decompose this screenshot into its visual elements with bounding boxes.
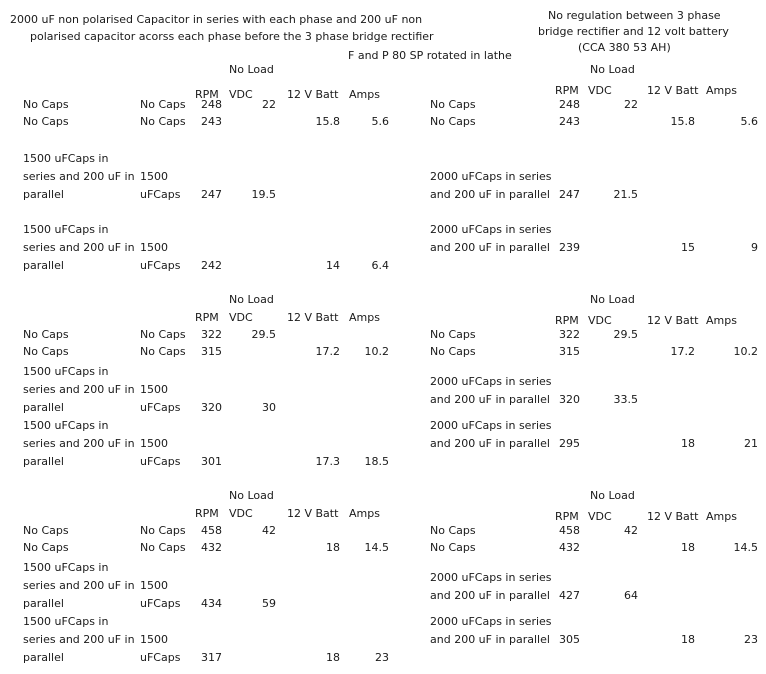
- cell-rpm: 295: [559, 437, 580, 450]
- row-label-cap-line1: 1500 uFCaps in: [23, 419, 109, 432]
- cell-rpm: 247: [559, 188, 580, 201]
- row-label-cap-line2: series and 200 uF in: [23, 437, 135, 450]
- cell-amps: 14.5: [733, 541, 758, 554]
- header-center: F and P 80 SP rotated in lathe: [348, 49, 512, 62]
- cell-batt: 15.8: [315, 115, 340, 128]
- row-label-cap-line3: parallel: [23, 455, 64, 468]
- column-rpm: RPM: [195, 507, 219, 520]
- header-left-line1: 2000 uF non polarised Capacitor in series with each phase and 200 uF non: [10, 13, 423, 26]
- row-label-cap-line2: series and 200 uF in: [23, 633, 135, 646]
- row-label-cap-right2: and 200 uF in parallel: [430, 633, 550, 646]
- cell-rpm: 315: [201, 345, 222, 358]
- row-label-cap-line1: 1500 uFCaps in: [23, 223, 109, 236]
- row-label-cap-mid2: uFCaps: [140, 651, 181, 664]
- row-label-cap-line1: 1500 uFCaps in: [23, 365, 109, 378]
- cell-batt: 18: [326, 651, 340, 664]
- column-rpm: RPM: [555, 314, 579, 327]
- column-no-load: No Load: [590, 489, 635, 502]
- row-label-no-caps: No Caps: [23, 541, 69, 554]
- row-label-no-caps: No Caps: [23, 328, 69, 341]
- cell-vdc: 59: [262, 597, 276, 610]
- row-label-cap-line2: series and 200 uF in: [23, 241, 135, 254]
- cell-rpm: 432: [201, 541, 222, 554]
- column-vdc: VDC: [588, 84, 612, 97]
- row-label-no-caps-right: No Caps: [430, 541, 476, 554]
- column-no-load: No Load: [229, 63, 274, 76]
- cell-rpm: 305: [559, 633, 580, 646]
- cell-vdc: 42: [262, 524, 276, 537]
- column-rpm: RPM: [195, 311, 219, 324]
- cell-amps: 5.6: [740, 115, 758, 128]
- cell-amps: 6.4: [371, 259, 389, 272]
- row-label-cap-right1: 2000 uFCaps in series: [430, 223, 552, 236]
- row-label-cap-right2: and 200 uF in parallel: [430, 188, 550, 201]
- row-label-cap-line1: 1500 uFCaps in: [23, 615, 109, 628]
- column-vdc: VDC: [229, 88, 253, 101]
- row-label-cap-mid2: uFCaps: [140, 259, 181, 272]
- column-no-load: No Load: [229, 293, 274, 306]
- row-label-cap-mid2: uFCaps: [140, 597, 181, 610]
- cell-rpm: 458: [559, 524, 580, 537]
- row-label-cap-right2: and 200 uF in parallel: [430, 437, 550, 450]
- column-vdc: VDC: [588, 510, 612, 523]
- row-label-cap-line3: parallel: [23, 401, 64, 414]
- row-label-cap-right1: 2000 uFCaps in series: [430, 419, 552, 432]
- column-rpm: RPM: [555, 510, 579, 523]
- cell-batt: 15: [681, 241, 695, 254]
- cell-rpm: 247: [201, 188, 222, 201]
- row-label-cap-line1: 1500 uFCaps in: [23, 561, 109, 574]
- cell-rpm: 301: [201, 455, 222, 468]
- row-label-no-caps: No Caps: [23, 524, 69, 537]
- cell-rpm: 322: [201, 328, 222, 341]
- cell-amps: 23: [375, 651, 389, 664]
- row-label-no-caps: No Caps: [23, 345, 69, 358]
- row-label-cap-mid2: uFCaps: [140, 455, 181, 468]
- cell-batt: 17.2: [315, 345, 340, 358]
- cell-rpm: 432: [559, 541, 580, 554]
- header-right-line1: No regulation between 3 phase: [548, 9, 721, 22]
- row-label-no-caps-mid: No Caps: [140, 115, 186, 128]
- cell-rpm: 315: [559, 345, 580, 358]
- row-label-no-caps-right: No Caps: [430, 524, 476, 537]
- row-label-no-caps-right: No Caps: [430, 98, 476, 111]
- row-label-no-caps-mid: No Caps: [140, 524, 186, 537]
- column-vdc: VDC: [229, 311, 253, 324]
- cell-vdc: 21.5: [613, 188, 638, 201]
- cell-vdc: 19.5: [251, 188, 276, 201]
- cell-rpm: 427: [559, 589, 580, 602]
- column-amps: Amps: [349, 507, 380, 520]
- row-label-cap-line1: 1500 uFCaps in: [23, 152, 109, 165]
- cell-amps: 5.6: [371, 115, 389, 128]
- column-amps: Amps: [349, 88, 380, 101]
- row-label-cap-line2: series and 200 uF in: [23, 383, 135, 396]
- row-label-no-caps: No Caps: [23, 115, 69, 128]
- cell-rpm: 243: [559, 115, 580, 128]
- column-rpm: RPM: [195, 88, 219, 101]
- row-label-cap-line3: parallel: [23, 188, 64, 201]
- row-label-cap-right2: and 200 uF in parallel: [430, 589, 550, 602]
- row-label-no-caps-mid: No Caps: [140, 345, 186, 358]
- header-right-line2: bridge rectifier and 12 volt battery: [538, 25, 729, 38]
- column-amps: Amps: [349, 311, 380, 324]
- row-label-cap-line3: parallel: [23, 651, 64, 664]
- cell-vdc: 29.5: [613, 328, 638, 341]
- cell-rpm: 243: [201, 115, 222, 128]
- column-amps: Amps: [706, 84, 737, 97]
- cell-rpm: 322: [559, 328, 580, 341]
- cell-vdc: 22: [262, 98, 276, 111]
- cell-rpm: 434: [201, 597, 222, 610]
- column-no-load: No Load: [590, 293, 635, 306]
- cell-rpm: 239: [559, 241, 580, 254]
- cell-vdc: 42: [624, 524, 638, 537]
- cell-amps: 23: [744, 633, 758, 646]
- cell-amps: 10.2: [733, 345, 758, 358]
- cell-batt: 15.8: [670, 115, 695, 128]
- row-label-cap-mid2: uFCaps: [140, 188, 181, 201]
- cell-amps: 21: [744, 437, 758, 450]
- cell-batt: 17.3: [315, 455, 340, 468]
- header-right-line3: (CCA 380 53 AH): [578, 41, 671, 54]
- cell-rpm: 320: [559, 393, 580, 406]
- row-label-cap-line2: series and 200 uF in: [23, 170, 135, 183]
- cell-vdc: 33.5: [613, 393, 638, 406]
- cell-rpm: 248: [201, 98, 222, 111]
- row-label-no-caps-right: No Caps: [430, 328, 476, 341]
- row-label-cap-right2: and 200 uF in parallel: [430, 241, 550, 254]
- cell-rpm: 317: [201, 651, 222, 664]
- column-batt: 12 V Batt: [647, 510, 699, 523]
- cell-batt: 18: [326, 541, 340, 554]
- cell-vdc: 64: [624, 589, 638, 602]
- column-batt: 12 V Batt: [287, 507, 339, 520]
- column-batt: 12 V Batt: [287, 88, 339, 101]
- column-batt: 12 V Batt: [647, 84, 699, 97]
- column-no-load: No Load: [229, 489, 274, 502]
- cell-vdc: 29.5: [251, 328, 276, 341]
- row-label-cap-line3: parallel: [23, 259, 64, 272]
- row-label-cap-mid1: 1500: [140, 170, 168, 183]
- row-label-cap-right1: 2000 uFCaps in series: [430, 170, 552, 183]
- cell-batt: 18: [681, 437, 695, 450]
- cell-rpm: 248: [559, 98, 580, 111]
- row-label-cap-mid1: 1500: [140, 241, 168, 254]
- row-label-cap-right1: 2000 uFCaps in series: [430, 375, 552, 388]
- cell-vdc: 30: [262, 401, 276, 414]
- row-label-cap-mid1: 1500: [140, 633, 168, 646]
- column-amps: Amps: [706, 314, 737, 327]
- row-label-cap-mid1: 1500: [140, 579, 168, 592]
- column-vdc: VDC: [229, 507, 253, 520]
- column-rpm: RPM: [555, 84, 579, 97]
- column-batt: 12 V Batt: [287, 311, 339, 324]
- row-label-no-caps-mid: No Caps: [140, 541, 186, 554]
- row-label-cap-mid1: 1500: [140, 437, 168, 450]
- column-amps: Amps: [706, 510, 737, 523]
- cell-amps: 9: [751, 241, 758, 254]
- column-no-load: No Load: [590, 63, 635, 76]
- column-vdc: VDC: [588, 314, 612, 327]
- cell-amps: 18.5: [364, 455, 389, 468]
- cell-rpm: 242: [201, 259, 222, 272]
- row-label-cap-line2: series and 200 uF in: [23, 579, 135, 592]
- cell-amps: 10.2: [364, 345, 389, 358]
- row-label-cap-line3: parallel: [23, 597, 64, 610]
- cell-rpm: 458: [201, 524, 222, 537]
- column-batt: 12 V Batt: [647, 314, 699, 327]
- header-left-line2: polarised capacitor acorss each phase before the 3 phase bridge rectifier: [30, 30, 434, 43]
- row-label-cap-right1: 2000 uFCaps in series: [430, 571, 552, 584]
- cell-batt: 14: [326, 259, 340, 272]
- row-label-no-caps: No Caps: [23, 98, 69, 111]
- row-label-cap-right1: 2000 uFCaps in series: [430, 615, 552, 628]
- cell-vdc: 22: [624, 98, 638, 111]
- row-label-no-caps-right: No Caps: [430, 345, 476, 358]
- row-label-no-caps-mid: No Caps: [140, 98, 186, 111]
- cell-rpm: 320: [201, 401, 222, 414]
- cell-batt: 18: [681, 633, 695, 646]
- row-label-cap-right2: and 200 uF in parallel: [430, 393, 550, 406]
- row-label-cap-mid2: uFCaps: [140, 401, 181, 414]
- row-label-no-caps-right: No Caps: [430, 115, 476, 128]
- cell-batt: 17.2: [670, 345, 695, 358]
- row-label-cap-mid1: 1500: [140, 383, 168, 396]
- cell-amps: 14.5: [364, 541, 389, 554]
- row-label-no-caps-mid: No Caps: [140, 328, 186, 341]
- cell-batt: 18: [681, 541, 695, 554]
